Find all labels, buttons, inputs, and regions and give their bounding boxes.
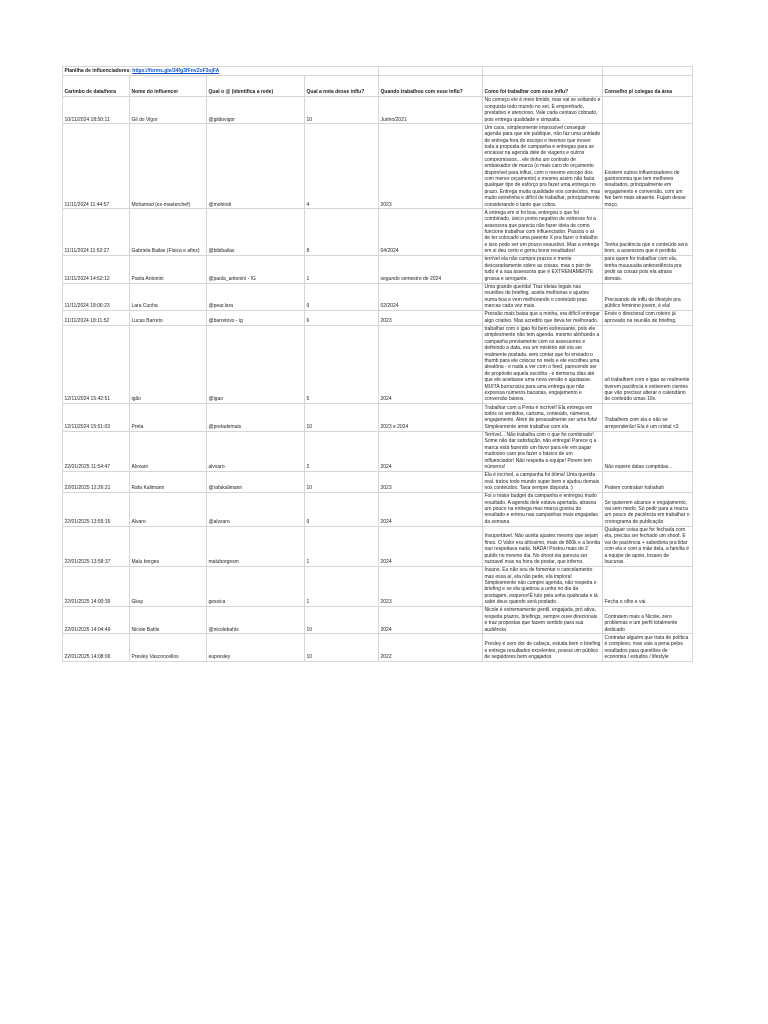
cell-timestamp[interactable]: 22/01/2025 12:26:21 [63, 471, 130, 492]
table-row [63, 310, 693, 325]
table-row [63, 124, 693, 209]
cell-timestamp[interactable]: 22/01/2025 13:55:15 [63, 492, 130, 526]
cell-experience[interactable]: Foi o maior budget da campanha e entregou muito resultado. A agenda dele estava apertada, atrasou um pouco na entrega mas marca gostou do resultado e entrou nas campanhas mais engajadas da semana [483, 492, 603, 526]
sheet-title: Planilha de influenciadores: [64, 68, 131, 75]
cell-handle[interactable]: @bibibailas [207, 209, 305, 256]
influencer-table [62, 66, 693, 662]
cell-experience[interactable]: Uma grande querida! Traz ideias legais nas reuniões de briefing, aceita melhorias e ajustes numa boa e vem melhorando o conteúdo pras marcas cada vez mais. [483, 283, 603, 310]
cell-handle[interactable]: @paola_antonini - IG [207, 256, 305, 283]
cell-name[interactable]: Malu borges [130, 526, 207, 566]
cell-when[interactable]: 2023 [379, 566, 483, 606]
table-body [63, 97, 693, 662]
cell-rating[interactable]: 10 [305, 471, 379, 492]
table-row [63, 431, 693, 471]
cell-rating[interactable]: 6 [305, 310, 379, 325]
cell-rating[interactable]: 1 [305, 566, 379, 606]
empty-cell [379, 67, 483, 76]
cell-experience[interactable]: Insano. Eu não sou de fomentar o cancelamento mas essa aí, ela não pede, ela implora! Simplesmente não cumpre agenda, não respeita o briefing e se ela quebrou a unha no dia da postagem, esquece!É luto pela unha quebrada e lá sabe deus quando será postado. [483, 566, 603, 606]
cell-rating[interactable]: 9 [305, 283, 379, 310]
cell-experience[interactable]: Um caos, simplesmente impossível conseguir agenda para que ele publique, não faz uma unidade de entrega fora do escopo e tivemos que mover toda a proposta de campanha e entregas para se encaixar na agenda dele de viagens e outros compromissos... ele tinha um contrato de embaixador de marca (o mais caro do orçamento disponível para influs, com o mesmo escopo dos com menor orçamento) e mesmo assim não fazia qualquer tipo de esforço pra fazer uma entrega no prazo. Entrega muita qualidade nos conteúdos, mas muito estrelinha e difícil de trabalhar, principalmente considerando o tanto que cobra. [483, 124, 603, 209]
header-name: Nome do influencer [130, 76, 207, 97]
header-when: Quando trabalhou com esse influ? [379, 76, 483, 97]
cell-timestamp[interactable]: 22/01/2025 14:04:49 [63, 607, 130, 634]
cell-timestamp[interactable]: 22/01/2025 13:58:37 [63, 526, 130, 566]
cell-name[interactable]: Preta [130, 404, 207, 431]
cell-advice[interactable]: Podem contratarr hahahah [603, 471, 693, 492]
header-advice: Conselho p/ colegas da área [603, 76, 693, 97]
cell-timestamp[interactable]: 12/11/2024 15:51:03 [63, 404, 130, 431]
cell-rating[interactable]: 1 [305, 526, 379, 566]
cell-experience[interactable]: A entrega em si foi boa, entregou o que foi combinado, único ponto negativo de estresse foi a assessora que parecia não fazer ideia de como funcione trabalhar com influenciador. Passou o ar de ter colocado uma parente X pra fazer o trabalho e isso pode ser um pouco exaustivo. Mas a entrega em si deu certo e gerou bons resultados! [483, 209, 603, 256]
cell-experience[interactable]: Nicole é extremamente gentil, engajada, pró ativa, respeita prazos, briefings, sempre ouve direcionais e traz propostas que fazem sentido para sua audiência [483, 607, 603, 634]
form-link[interactable]: https://forms.gle/34fg3fFnvZoF3ojFA [132, 68, 220, 75]
cell-advice[interactable]: Não espere datas cumpridas... [603, 431, 693, 471]
cell-timestamp[interactable]: 11/11/2024 14:52:12 [63, 256, 130, 283]
cell-rating[interactable]: 2 [305, 431, 379, 471]
cell-name[interactable]: igão [130, 325, 207, 404]
cell-name[interactable]: Lucas Barreto [130, 310, 207, 325]
cell-rating[interactable]: 9 [305, 492, 379, 526]
cell-handle[interactable]: gessica [207, 566, 305, 606]
cell-rating[interactable]: 10 [305, 97, 379, 124]
cell-name[interactable]: Alvxaro [130, 431, 207, 471]
cell-name[interactable]: Paola Antonini [130, 256, 207, 283]
cell-advice[interactable]: Fecha o olho e vai. [603, 566, 693, 606]
cell-experience[interactable]: Pressão mais baixa que a minha, era difícil entregar algo criativo. Mas acredito que deva ter melhorado. [483, 310, 603, 325]
header-timestamp: Carimbo de data/hora [63, 76, 130, 97]
cell-when[interactable]: 2024 [379, 325, 483, 404]
cell-experience[interactable]: trabalhar com o igao foi bem estressante, pois ele simplesmente não tem agenda. mesmo alinhando a campanha previamente com os assessores e definindo a data, era um mistério até ela ser realmente postada. sem contar que foi enviado o thumb para ele colocar no reels e ele escolheu uma aleatória - e nada a ver com o feed, parecendo ser de propósito aquela escolha - e demorou dias até que ele aceitasse uma nova versão e ajustasse. MUITA burocracia para uma entrega que não expressa números bacanas, engajamento e conversão baixos. [483, 325, 603, 404]
cell-timestamp[interactable]: 22/01/2025 14:08:00 [63, 634, 130, 661]
cell-when[interactable]: 2023 e 2024 [379, 404, 483, 431]
table-row [63, 97, 693, 124]
cell-rating[interactable]: 5 [305, 325, 379, 404]
table-row [63, 283, 693, 310]
cell-advice[interactable]: Contratem mais a Nicole, zero problemas e um perfil totalmente dedicado [603, 607, 693, 634]
cell-advice[interactable]: Contratar alguém que trata de política é complexo, mas vale a pena pelos resultados para questões de economia / estudos / lifestyle [603, 634, 693, 661]
cell-when[interactable]: 2023 [379, 310, 483, 325]
cell-when[interactable]: 04/2024 [379, 209, 483, 256]
table-row [63, 526, 693, 566]
cell-rating[interactable]: 10 [305, 404, 379, 431]
title-row [63, 67, 693, 76]
cell-handle[interactable]: @barretovs - ig [207, 310, 305, 325]
cell-rating[interactable]: 8 [305, 209, 379, 256]
empty-cell [483, 67, 603, 76]
cell-experience[interactable]: No começo ele é meio tímido, mas vai se soltando e conquista todo mundo no set. É empenhado, prestativo e atencioso. Vale cada centavo cobrado, pois entrega qualidade e simpatia. [483, 97, 603, 124]
cell-timestamp[interactable]: 11/11/2024 11:52:27 [63, 209, 130, 256]
cell-when[interactable]: 2023 [379, 471, 483, 492]
header-row [63, 76, 693, 97]
cell-experience[interactable]: Terrível... Não trabalha com o que foi combinado! Some não dar satisfação, não entrega! Parece q a marca está fazendo um favor para ele em pagar muitoooo caro pra fazer o básico de um influenciador! Não respeita a equipe! Porem tem números! [483, 431, 603, 471]
cell-experience[interactable]: Insuportável. Não aceita ajustes mesmo que sejam finos. O Valor era altíssimo, mais de 800k e a bonita nao respeitava nada. NADA! Postou mais de 2 publis no mesmo dia. No shoot ela parecia ser razoavel mas na hora de postar, que inferno. [483, 526, 603, 566]
header-handle: Qual o @ (identifica a rede) [207, 76, 305, 97]
cell-advice[interactable]: Envie o direcional com roteiro já aprovado na reunião de briefing. [603, 310, 693, 325]
cell-experience[interactable]: terrível ela não cumpre prazos e mente descaradamente sobre as coisas. mas o pior de tudo é a sua assessora que é EXTREMAMENTE grossa e arrogante. [483, 256, 603, 283]
cell-rating[interactable]: 4 [305, 124, 379, 209]
cell-timestamp[interactable]: 11/11/2024 18:06:23 [63, 283, 130, 310]
cell-handle[interactable]: @igao [207, 325, 305, 404]
cell-experience[interactable]: Ela é incrível, a campanha foi ótima! Uma querida real. tratou todo mundo super bem e ajudou demais nos conteúdos. Tava sempre disposta :) [483, 471, 603, 492]
cell-handle[interactable]: @nicolebahls [207, 607, 305, 634]
cell-when[interactable]: 2022 [379, 634, 483, 661]
cell-handle[interactable]: @rafakalimann [207, 471, 305, 492]
table-row [63, 492, 693, 526]
table-row [63, 325, 693, 404]
cell-advice[interactable]: Tenha paciência que o conteúdo será bom, a assessora que é perdida [603, 209, 693, 256]
cell-name[interactable]: Gkay [130, 566, 207, 606]
table-row [63, 256, 693, 283]
cell-handle[interactable]: @pretademais [207, 404, 305, 431]
cell-handle[interactable]: maluborgesm [207, 526, 305, 566]
cell-handle[interactable]: alvxaro [207, 431, 305, 471]
cell-advice[interactable]: Qualquer coisa que for fechada com ela, precisa ser fechado um shoot. E vai de paciência + sabedoria pra lidar com ela e com a mãe dela, a família é a equipe de apoio. Insano de loucuras. [603, 526, 693, 566]
table-row [63, 566, 693, 606]
cell-timestamp[interactable]: 11/11/2024 11:44:57 [63, 124, 130, 209]
cell-when[interactable]: 02/2024 [379, 283, 483, 310]
cell-advice[interactable]: Trabalhem com ela e não se arrependerão! Ela é um cristal <3 [603, 404, 693, 431]
cell-rating[interactable]: 10 [305, 607, 379, 634]
cell-name[interactable]: Alvaro [130, 492, 207, 526]
empty-cell [603, 67, 693, 76]
header-rating: Qual a nota desse influ? [305, 76, 379, 97]
table-row [63, 404, 693, 431]
cell-rating[interactable]: 10 [305, 634, 379, 661]
cell-advice[interactable]: Existem outros influenciadores de gastronomia que tem melhores resultados, principalmente em engajamento e conversão, com um fee bem mais atraente. Fujam desse moço. [603, 124, 693, 209]
cell-handle[interactable]: @pear.lara [207, 283, 305, 310]
table-row [63, 209, 693, 256]
cell-name[interactable]: Gabriela Bailas (Física e afins) [130, 209, 207, 256]
cell-when[interactable]: Junho/2021 [379, 97, 483, 124]
cell-handle[interactable]: @mohindi [207, 124, 305, 209]
cell-timestamp[interactable]: 22/01/2025 11:54:47 [63, 431, 130, 471]
cell-handle[interactable]: eupresley [207, 634, 305, 661]
cell-timestamp[interactable]: 10/11/2024 18:50:11 [63, 97, 130, 124]
cell-advice[interactable]: Precisando de influ de lifestyle pra público feminino jovem, é ela! [603, 283, 693, 310]
spreadsheet [62, 66, 692, 662]
cell-name[interactable]: Rafa Kalimann [130, 471, 207, 492]
cell-experience[interactable]: Trabalhar com a Preta é incrível! Ela entrega em todos os sentidos, carisma, conteúdo, números, engajamento. Além de pessoalmente ser uma fofa! Simplesmente amei trabalhar com ela [483, 404, 603, 431]
cell-name[interactable]: Lara Cunha [130, 283, 207, 310]
cell-when[interactable]: segundo semestre de 2024 [379, 256, 483, 283]
cell-handle[interactable]: @gildovigor [207, 97, 305, 124]
cell-when[interactable]: 2023 [379, 124, 483, 209]
sheet-title-cell [63, 67, 379, 76]
table-row [63, 471, 693, 492]
cell-name[interactable]: Mohamad (ex-masterchef) [130, 124, 207, 209]
cell-timestamp[interactable]: 22/01/2025 14:00:39 [63, 566, 130, 606]
table-row [63, 634, 693, 661]
cell-experience[interactable]: Presley é zero dor de cabeça, estuda bem o briefing e entrega resultados excelentes, possui um público de seguidores bem engajados [483, 634, 603, 661]
cell-when[interactable]: 2024 [379, 431, 483, 471]
cell-when[interactable]: 2024 [379, 526, 483, 566]
cell-advice[interactable]: Se quiserem alcance e engajamento, vai sem medo. Só pedir para a marca um pouco de paciência em trabalhar o cronograma de publicação [603, 492, 693, 526]
table-row [63, 607, 693, 634]
cell-advice[interactable]: para quem for trabalhar com ela, tenha muuuuuita antecedência pra pedir as coisas pois ela atrasa demais. [603, 256, 693, 283]
cell-advice[interactable] [603, 97, 693, 124]
header-experience: Como foi trabalhar com esse influ? [483, 76, 603, 97]
cell-when[interactable]: 2024 [379, 607, 483, 634]
cell-name[interactable]: Presley Vasconcellos [130, 634, 207, 661]
cell-rating[interactable]: 1 [305, 256, 379, 283]
cell-handle[interactable]: @alvxaro [207, 492, 305, 526]
cell-when[interactable]: 2024 [379, 492, 483, 526]
cell-advice[interactable]: só trabalhem com o igao se realmente tiverem paciência e estiverem cientes que vão precisar alterar o calendário de conteúdo umas 10x. [603, 325, 693, 404]
cell-timestamp[interactable]: 11/11/2024 18:11:52 [63, 310, 130, 325]
cell-timestamp[interactable]: 12/11/2024 15:42:51 [63, 325, 130, 404]
cell-name[interactable]: Nicole Bahls [130, 607, 207, 634]
cell-name[interactable]: Gil do Vigor [130, 97, 207, 124]
